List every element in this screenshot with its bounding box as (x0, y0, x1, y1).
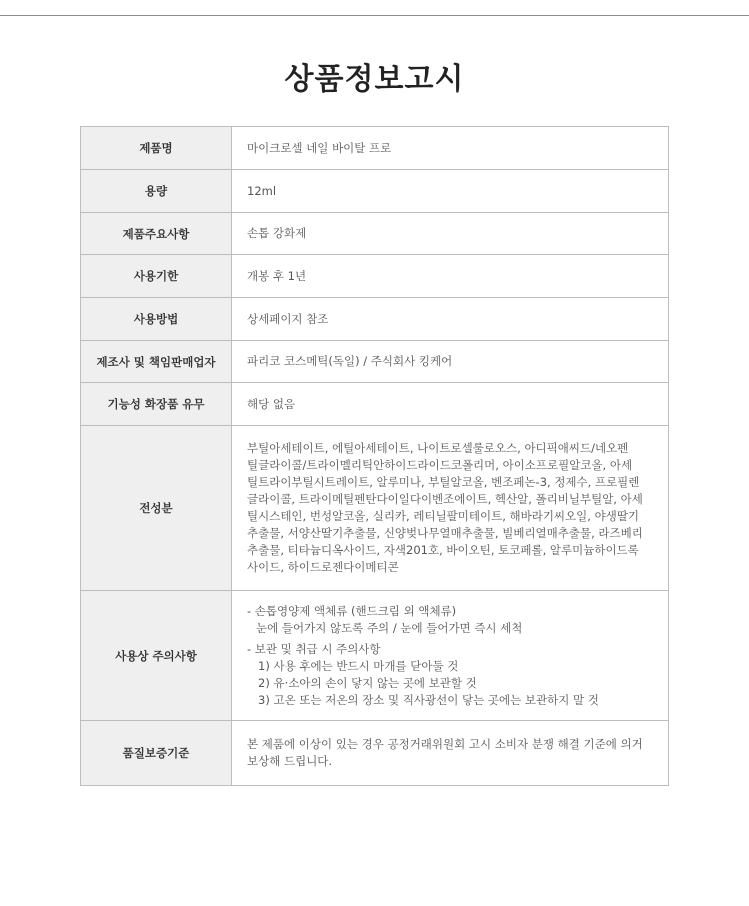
row-label: 제품주요사항 (81, 213, 232, 255)
value-line: 마이크로셀 네일 바이탈 프로 (247, 140, 392, 155)
table-row-usage (81, 298, 669, 341)
row-label: 사용상 주의사항 (81, 591, 232, 721)
value-line: 사이드, 하이드로젠다이메티콘 (247, 560, 399, 574)
table-row-volume (81, 170, 669, 213)
caution-line: 1) 사용 후에는 반드시 마개를 닫아둘 것 (258, 658, 459, 673)
row-value (232, 383, 669, 426)
table-row-functional (81, 383, 669, 426)
caution-group (247, 641, 660, 709)
value-line: 해당 없음 (247, 396, 296, 411)
row-label: 기능성 화장품 유무 (81, 383, 232, 426)
row-value (232, 213, 669, 255)
value-line: 틸시스테인, 번성알코올, 실리카, 레티닐팔미테이트, 해바라기씨오일, 야생딸기 (247, 509, 640, 523)
row-value (232, 591, 669, 721)
row-label: 용량 (81, 170, 232, 213)
table-row-manufacturer (81, 341, 669, 383)
caution-line: - 손톱영양제 액체류 (핸드크림 외 액체류) (247, 603, 457, 618)
row-label: 제조사 및 책임판매업자 (81, 341, 232, 383)
value-line: 본 제품에 이상이 있는 경우 공정거래위원회 고시 소비자 분쟁 해결 기준에 의거 (247, 737, 643, 751)
row-value (232, 127, 669, 170)
value-line: 상세페이지 참조 (247, 311, 329, 326)
row-label: 사용방법 (81, 298, 232, 341)
table-row-expiry (81, 255, 669, 298)
value-line: 글라이콜, 트라이메틸펜탄다이일다이벤조에이트, 헥산알, 폴리비닐부틸알, 아세 (247, 492, 643, 506)
value-line: 보상해 드립니다. (247, 754, 333, 768)
page-title: 상품정보고시 (284, 62, 465, 97)
caution-line: 2) 유·소아의 손이 닿지 않는 곳에 보관할 것 (258, 675, 477, 690)
value-line: 추출물, 서양산딸기추출물, 신양벚나무열매추출물, 빌베리열매추출물, 라즈베리 (247, 526, 643, 540)
top-divider (0, 15, 749, 16)
row-value (232, 341, 669, 383)
table-row-caution (81, 591, 669, 721)
row-value (232, 255, 669, 298)
value-line: 손톱 강화제 (247, 226, 307, 240)
row-label: 제품명 (81, 127, 232, 170)
product-info-table (80, 126, 669, 786)
table-row-product-name (81, 127, 669, 170)
caution-group (247, 603, 660, 637)
table-row-ingredients (81, 426, 669, 591)
caution-line: - 보관 및 취급 시 주의사항 (247, 641, 381, 656)
table-row-quality-standard (81, 721, 669, 786)
value-line: 추출물, 티타늄디옥사이드, 자색201호, 바이오틴, 토코페롤, 알루미늄하이드록 (247, 543, 639, 557)
value-line: 틸글라이콜/트라이멜리틱안하이드라이드코폴리머, 아이소프로필알코올, 아세 (247, 458, 633, 472)
caution-line: 3) 고온 또는 저온의 장소 및 직사광선이 닿는 곳에는 보관하지 말 것 (258, 692, 599, 707)
row-label: 전성분 (81, 426, 232, 591)
row-value (232, 170, 669, 213)
value-line: 부틸아세테이트, 에틸아세테이트, 나이트로셀룰로오스, 아디픽애씨드/네오펜 (247, 441, 629, 455)
row-value (232, 426, 669, 591)
row-label: 사용기한 (81, 255, 232, 298)
row-value (232, 298, 669, 341)
caution-line: 눈에 들어가지 않도록 주의 / 눈에 들어가면 즉시 세척 (256, 620, 523, 635)
value-line: 파리코 코스메틱(독일) / 주식회사 킹케어 (247, 354, 453, 368)
table-row-main-spec (81, 213, 669, 255)
value-line: 틸트라이부틸시트레이트, 알루미나, 부틸알코올, 벤조페논-3, 정제수, 프로필렌 (247, 475, 640, 489)
value-line: 12ml (247, 183, 277, 198)
row-value (232, 721, 669, 786)
value-line: 개봉 후 1년 (247, 268, 307, 283)
row-label: 품질보증기준 (81, 721, 232, 786)
